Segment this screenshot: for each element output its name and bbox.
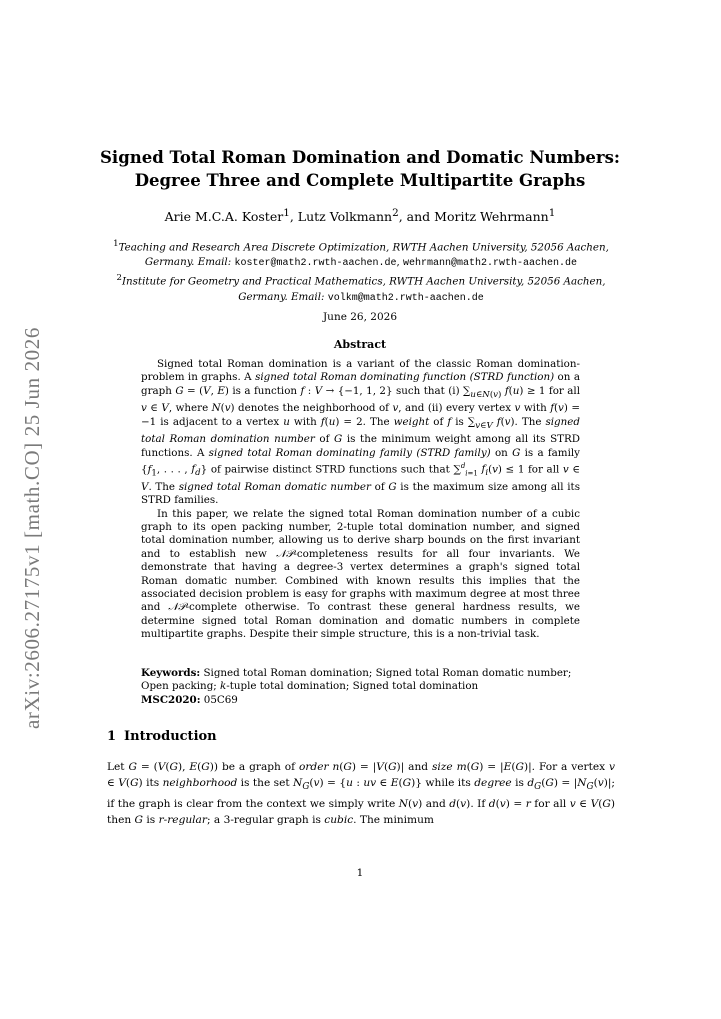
- abstract-paragraph-2: In this paper, we relate the signed total Roman domination number of a cubic graph to its open packing number, 2-tuple total domination number, and signed total domination number, allowing us to derive sharp bounds on the first invariant and to establish new 𝒩𝒫-completeness results for all four invariants. We demonstrate that having a degree-3 vertex determines a graph's signed total Roman domatic number. Combined with known results this implies that the associated decision problem is easy for graphs with maximum degree at most three and 𝒩𝒫-complete otherwise. To contrast these general hardness results, we determine signed total Roman domination and domatic numbers in complete multipartite graphs. Despite their simple structure, this is a non-trivial task.: [141, 507, 580, 641]
- affiliations: [107, 237, 615, 306]
- title-line-2: Degree Three and Complete Multipartite Graphs: [134, 171, 586, 190]
- introduction-paragraph: Let G = (V(G), E(G)) be a graph of order n(G) = |V(G)| and size m(G) = |E(G)|. For a vertex v ∈ V(G) its neighborhood is the set $N_G(v) = \{u$ : uv ∈ E(G)} while its degree is $d_G(G) = |N_G(v)|$; if the graph is clear from the context we simply write N(v) and d(v). If d(v) = r for all v ∈ V(G) then G is r-regular; a 3-regular graph is cubic. The minimum: [107, 761, 616, 826]
- author-separator: , and: [398, 209, 435, 225]
- affiliation-mark: 2: [116, 273, 122, 284]
- affiliation-text: Institute for Geometry and Practical Mathematics, RWTH Aachen University, 52056 Aachen, Germany. Email:: [121, 275, 606, 303]
- email-link[interactable]: volkm@math2.rwth-aachen.de: [327, 292, 484, 304]
- affiliation-mark: 1: [113, 239, 119, 249]
- title-line-1: Signed Total Roman Domination and Domatic Numbers:: [100, 148, 620, 167]
- author-list: [100, 207, 620, 224]
- section-number: 1: [107, 729, 117, 744]
- paper-title: [100, 146, 620, 192]
- affiliation-1: $^1$Teaching and Research Area Discrete Optimization, RWTH Aachen University, 52056 Aachen, Germany. Email: koster@math2.rwth-aachen.de, wehrmann@math2.rwth-aachen.de: [113, 239, 609, 270]
- abstract-paragraph-1: Signed total Roman domination is a variant of the classic Roman domination-problem in graphs. A signed total Roman dominating function (STRD function) on a graph G = (V, E) is a function f : V → {−1, 1, 2} such that (i) $\sum_{u\in N(v)}$ f(u) ≥ 1 for all v ∈ V, where N(v) denotes the neighborhood of v, and (ii) every vertex v with f(v) = −1 is adjacent to a vertex u with f(u) = 2. The weight of f is $\sum_{v\in V}$ f(v). The signed total Roman domination number of G is the minimum weight among all its STRD functions. A signed total Roman dominating family (STRD family) on G is a family {$f_1$, . . . , $f_d$} of pairwise distinct STRD functions such that ∑$^d_{i=1}$ $f_i(v) \le 1$ for all v ∈ V. The signed total Roman domatic number of G is the maximum size among all its STRD families.: [141, 358, 581, 507]
- keywords-label: Keywords:: [141, 667, 201, 679]
- abstract-body: [141, 358, 580, 642]
- section-title: Introduction: [124, 729, 217, 744]
- author-name: Arie M.C.A. Koster: [164, 209, 284, 225]
- email-link[interactable]: koster@math2.rwth-aachen.de: [234, 258, 397, 270]
- author-affil-mark: 1: [548, 207, 556, 219]
- msc-label: MSC2020:: [141, 693, 201, 706]
- author-affil-mark: 1: [283, 207, 290, 219]
- arxiv-sidebar-stamp: arXiv:2606.27175v1 [math.CO] 25 Jun 2026: [20, 327, 44, 729]
- section-heading-introduction: [107, 729, 217, 744]
- paper-date: June 26, 2026: [322, 311, 398, 323]
- keywords-block: [141, 667, 601, 707]
- msc-line: [141, 694, 601, 707]
- keywords-line: Keywords: Signed total Roman domination; Signed total Roman domatic number; Open packing; k-tuple total domination; Signed total domination: [141, 667, 572, 693]
- msc-value: 05C69: [200, 693, 238, 706]
- author-name: Lutz Volkmann: [297, 209, 393, 225]
- page-number: 1: [356, 867, 364, 879]
- author-name: Moritz Wehrmann: [434, 209, 549, 225]
- affiliation-text: Teaching and Research Area Discrete Optimization, RWTH Aachen University, 52056 Aachen, Germany. Email:: [118, 241, 609, 269]
- author-separator: ,: [289, 209, 298, 225]
- author-affil-mark: 2: [392, 207, 399, 219]
- affiliation-2: [107, 271, 615, 305]
- email-link[interactable]: wehrmann@math2.rwth-aachen.de: [403, 258, 578, 270]
- abstract-heading: Abstract: [333, 338, 387, 351]
